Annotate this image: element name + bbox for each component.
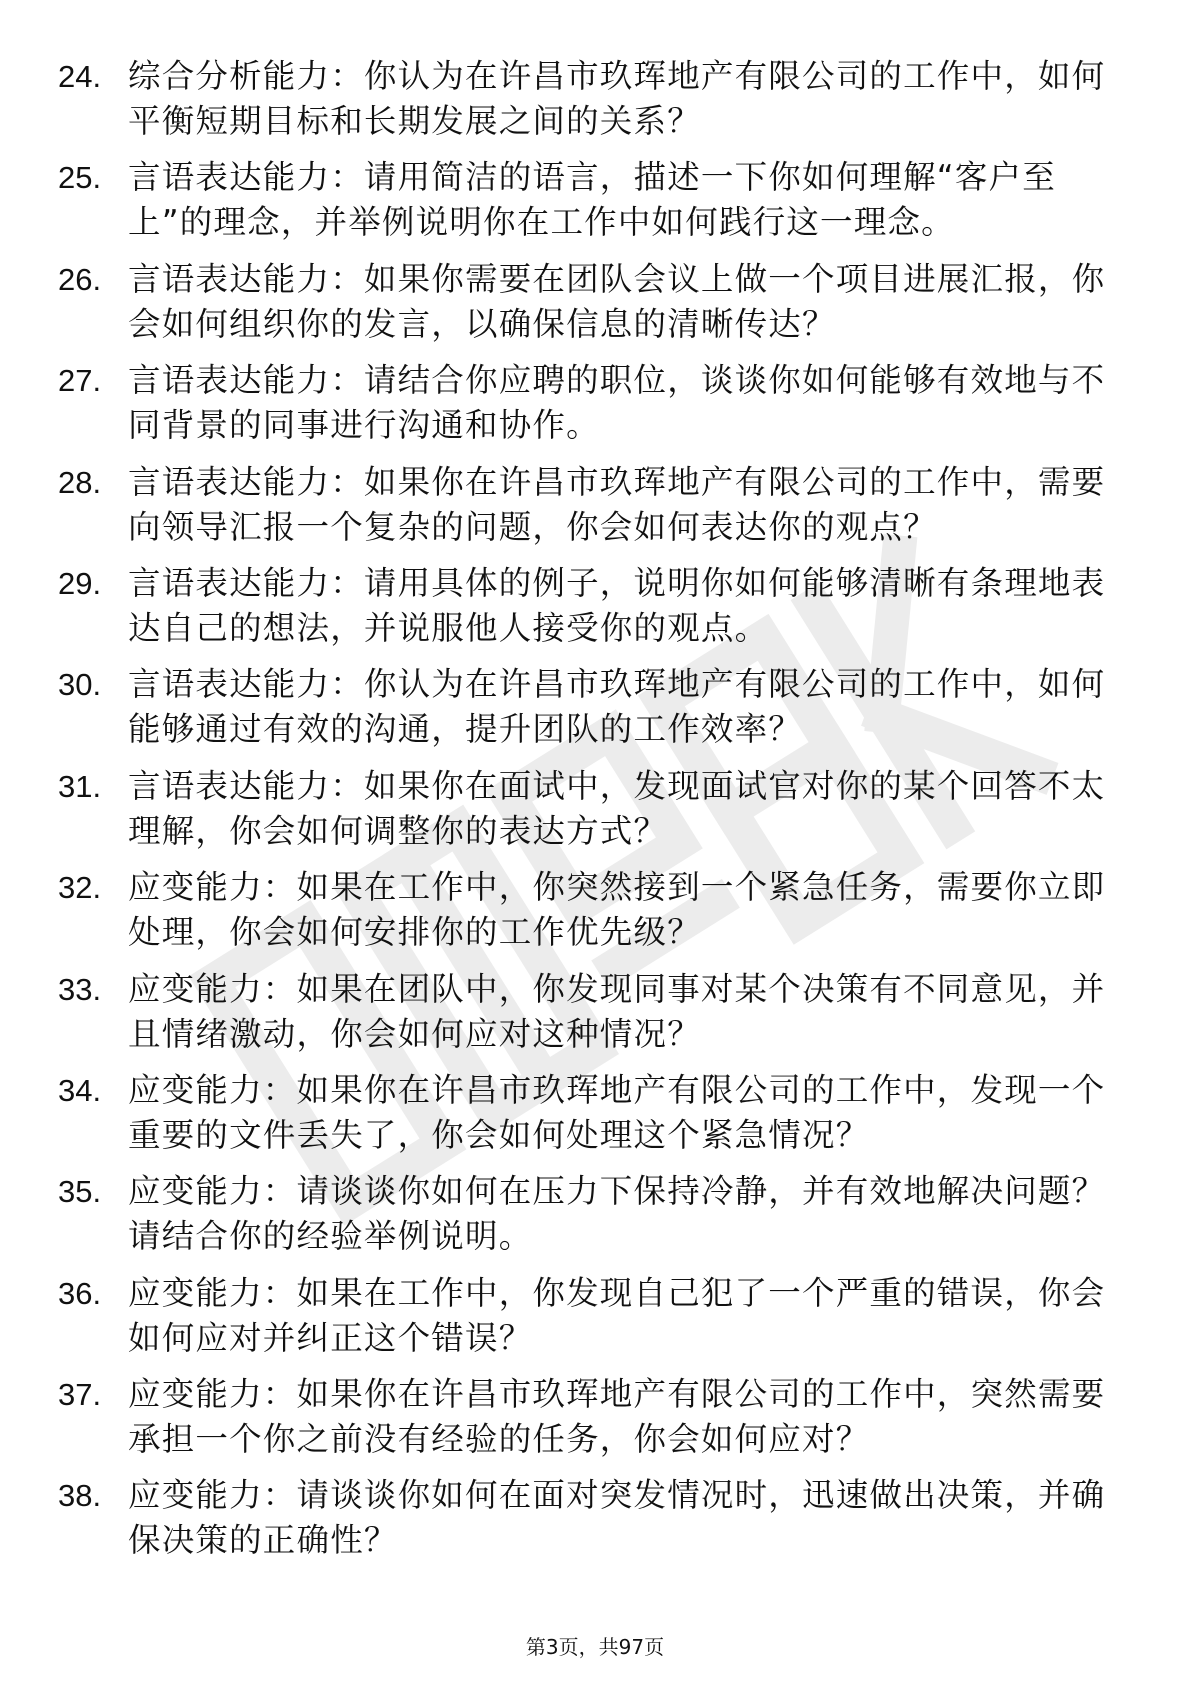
question-text: 言语表达能力：请用简洁的语言，描述一下你如何理解“客户至上”的理念，并举例说明你在工作中如何践行这一理念。 xyxy=(128,158,1056,242)
question-text: 言语表达能力：你认为在许昌市玖珲地产有限公司的工作中，如何能够通过有效的沟通，提升团队的工作效率？ xyxy=(128,665,1106,749)
question-number: 33. xyxy=(58,971,102,1007)
question-text: 应变能力：请谈谈你如何在压力下保持冷静，并有效地解决问题？请结合你的经验举例说明。 xyxy=(128,1172,1106,1256)
question-text: 应变能力：如果你在许昌市玖珲地产有限公司的工作中，发现一个重要的文件丢失了，你会如何处理这个紧急情况？ xyxy=(128,1070,1106,1154)
list-item xyxy=(58,358,1118,459)
question-number: 29. xyxy=(58,565,102,601)
page-number-footer: 第3页，共97页 xyxy=(525,1635,665,1659)
question-text: 言语表达能力：如果你需要在团队会议上做一个项目进展汇报，你会如何组织你的发言，以确保信息的清晰传达？ xyxy=(128,259,1106,343)
list-item xyxy=(58,257,1118,358)
question-text: 应变能力：如果在工作中，你发现自己犯了一个严重的错误，你会如何应对并纠正这个错误？ xyxy=(128,1273,1106,1357)
question-text: 言语表达能力：如果你在面试中，发现面试官对你的某个回答不太理解，你会如何调整你的表达方式？ xyxy=(128,766,1106,850)
question-text: 言语表达能力：请用具体的例子，说明你如何能够清晰有条理地表达自己的想法，并说服他人接受你的观点。 xyxy=(128,563,1106,647)
question-number: 36. xyxy=(58,1275,102,1311)
question-text: 综合分析能力：你认为在许昌市玖珲地产有限公司的工作中，如何平衡短期目标和长期发展之间的关系？ xyxy=(128,57,1106,140)
list-item xyxy=(58,54,1118,155)
question-number: 30. xyxy=(58,667,102,703)
question-list xyxy=(58,54,1118,1575)
list-item xyxy=(58,1068,1118,1169)
list-item xyxy=(58,561,1118,662)
list-item xyxy=(58,1169,1118,1270)
question-text: 言语表达能力：如果你在许昌市玖珲地产有限公司的工作中，需要向领导汇报一个复杂的问题，你会如何表达你的观点？ xyxy=(128,462,1106,546)
list-item xyxy=(58,155,1118,256)
question-number: 27. xyxy=(58,363,102,399)
question-number: 35. xyxy=(58,1174,102,1210)
question-text: 应变能力：如果在团队中，你发现同事对某个决策有不同意见，并且情绪激动，你会如何应对这种情况？ xyxy=(128,969,1106,1053)
question-number: 38. xyxy=(58,1478,102,1514)
list-item xyxy=(58,967,1118,1068)
list-item xyxy=(58,1271,1118,1372)
question-text: 言语表达能力：请结合你应聘的职位，谈谈你如何能够有效地与不同背景的同事进行沟通和协作。 xyxy=(128,361,1106,445)
question-number: 26. xyxy=(58,261,102,297)
list-item xyxy=(58,662,1118,763)
question-text: 应变能力：如果你在许昌市玖珲地产有限公司的工作中，突然需要承担一个你之前没有经验的任务，你会如何应对？ xyxy=(128,1375,1106,1459)
list-item xyxy=(58,865,1118,966)
question-number: 31. xyxy=(58,768,102,804)
question-number: 24. xyxy=(58,59,102,94)
list-item xyxy=(58,460,1118,561)
question-number: 37. xyxy=(58,1377,102,1413)
question-number: 28. xyxy=(58,464,102,500)
question-text: 应变能力：请谈谈你如何在面对突发情况时，迅速做出决策，并确保决策的正确性？ xyxy=(128,1476,1106,1560)
list-item xyxy=(58,1372,1118,1473)
list-item xyxy=(58,764,1118,865)
question-text: 应变能力：如果在工作中，你突然接到一个紧急任务，需要你立即处理，你会如何安排你的工作优先级？ xyxy=(128,868,1106,952)
question-number: 25. xyxy=(58,160,102,196)
question-number: 34. xyxy=(58,1072,102,1108)
list-item xyxy=(58,1473,1118,1574)
question-number: 32. xyxy=(58,870,102,906)
